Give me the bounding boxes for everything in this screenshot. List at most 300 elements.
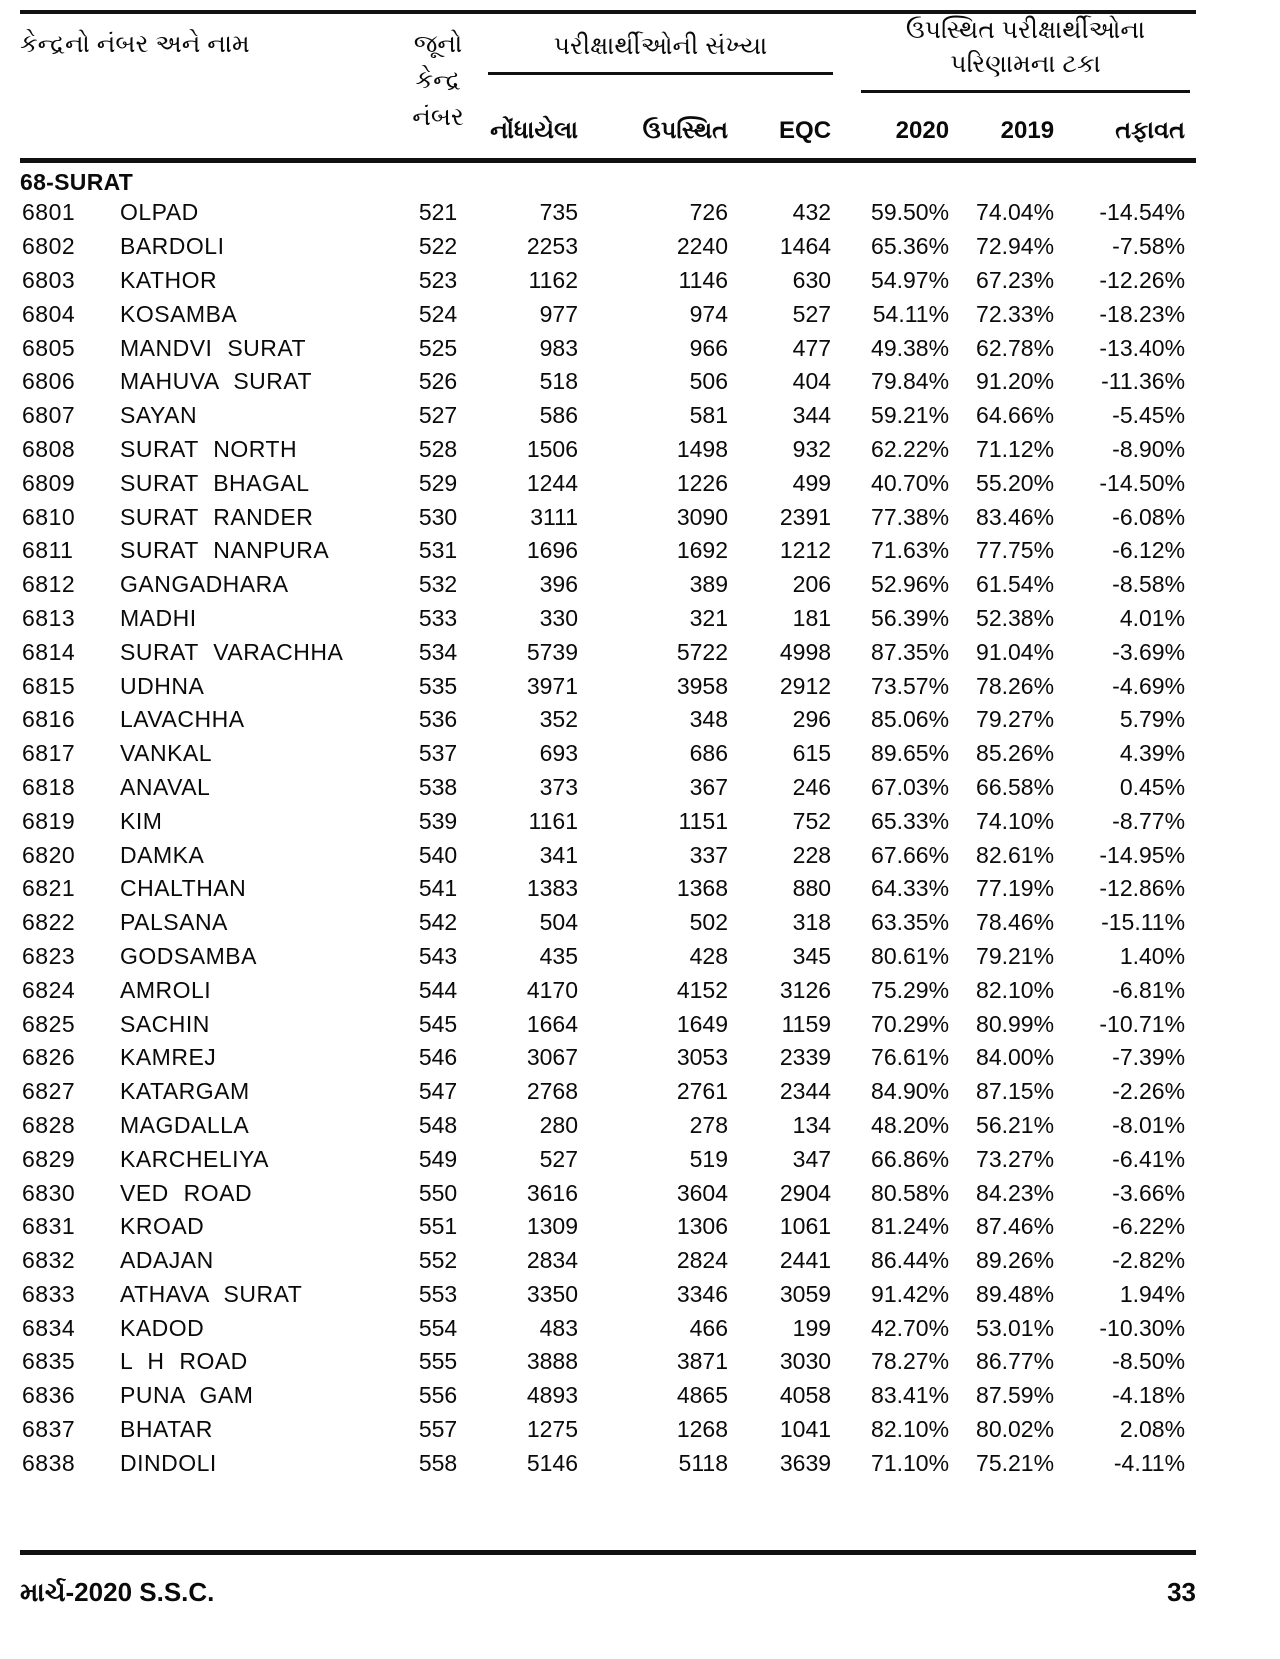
pct-2019: 67.23% [976,266,1055,293]
eqc-count: 246 [792,773,832,800]
center-code: 6801 [22,199,76,226]
old-center-number: 532 [418,571,458,598]
old-center-number: 525 [418,334,458,361]
old-center-number: 548 [418,1111,458,1138]
registered-count: 2834 [526,1247,579,1274]
center-name: SAYAN [120,402,198,429]
pct-2020: 59.50% [871,199,950,226]
table-row [20,940,1196,974]
old-center-number: 557 [418,1416,458,1443]
eqc-count: 318 [792,909,832,936]
footer-exam-label: માર્ચ-2020 S.S.C. [20,1577,215,1608]
pct-2019: 74.10% [976,807,1055,834]
registered-count: 527 [539,1145,579,1172]
table-row [20,737,1196,771]
header-difference: તફાવત [1115,116,1186,144]
present-count: 367 [689,773,729,800]
center-code: 6826 [22,1044,76,1071]
center-name: MANDVI SURAT [120,334,307,361]
eqc-count: 630 [792,266,832,293]
pct-2020: 77.38% [871,503,950,530]
table-row [20,1075,1196,1109]
center-name: GANGADHARA [120,571,289,598]
center-code: 6816 [22,706,76,733]
old-center-number: 555 [418,1348,458,1375]
table-row [20,1278,1196,1312]
eqc-count: 3126 [779,976,832,1003]
pct-difference: -8.58% [1112,571,1186,598]
center-code: 6805 [22,334,76,361]
pct-difference: -6.22% [1112,1213,1186,1240]
center-code: 6833 [22,1280,76,1307]
pct-difference: -10.30% [1099,1314,1186,1341]
pct-difference: 1.40% [1119,942,1186,969]
old-center-number: 533 [418,604,458,631]
pct-2019: 86.77% [976,1348,1055,1375]
pct-difference: -8.90% [1112,435,1186,462]
registered-count: 373 [539,773,579,800]
pct-2020: 75.29% [871,976,950,1003]
table-row [20,602,1196,636]
district-section-title: 68-SURAT [20,168,134,195]
center-code: 6832 [22,1247,76,1274]
center-name: KIM [120,807,163,834]
header-group-result-percent-label: ઉપસ્થિત પરીક્ષાર્થીઓના પરિણામના ટકા [861,14,1190,93]
pct-2020: 67.03% [871,773,950,800]
center-name: AMROLI [120,976,212,1003]
center-name: KADOD [120,1314,205,1341]
pct-difference: -13.40% [1099,334,1186,361]
table-row [20,635,1196,669]
registered-count: 483 [539,1314,579,1341]
old-center-number: 554 [418,1314,458,1341]
old-center-number: 530 [418,503,458,530]
pct-difference: -6.41% [1112,1145,1186,1172]
center-code: 6815 [22,672,76,699]
center-name: SURAT RANDER [120,503,314,530]
registered-count: 3350 [526,1280,579,1307]
pct-2019: 77.75% [976,537,1055,564]
old-center-number: 527 [418,402,458,429]
registered-count: 3111 [530,503,579,530]
pct-difference: 0.45% [1119,773,1186,800]
table-row [20,973,1196,1007]
pct-2019: 78.46% [976,909,1055,936]
pct-2019: 84.00% [976,1044,1055,1071]
present-count: 389 [689,571,729,598]
pct-2020: 84.90% [871,1078,950,1105]
header-eqc: EQC [779,116,832,144]
present-count: 2824 [676,1247,729,1274]
center-name: VANKAL [120,740,213,767]
present-count: 3871 [676,1348,729,1375]
center-code: 6818 [22,773,76,800]
registered-count: 977 [539,300,579,327]
present-count: 5118 [678,1449,729,1476]
center-name: PUNA GAM [120,1382,254,1409]
pct-2019: 91.04% [976,638,1055,665]
old-center-number: 524 [418,300,458,327]
center-code: 6836 [22,1382,76,1409]
pct-2019: 87.46% [976,1213,1055,1240]
present-count: 1146 [678,266,729,293]
pct-difference: -5.45% [1112,402,1186,429]
registered-count: 1309 [526,1213,579,1240]
registered-count: 352 [539,706,579,733]
center-code: 6825 [22,1010,76,1037]
center-name: ATHAVA SURAT [120,1280,303,1307]
center-code: 6811 [22,537,74,564]
pct-2020: 82.10% [871,1416,950,1443]
pct-difference: -7.58% [1112,233,1186,260]
center-code: 6829 [22,1145,76,1172]
center-name: KOSAMBA [120,300,238,327]
center-name: DINDOLI [120,1449,217,1476]
pct-difference: 4.39% [1119,740,1186,767]
eqc-count: 1159 [781,1010,832,1037]
pct-2019: 74.04% [976,199,1055,226]
present-count: 1306 [676,1213,729,1240]
center-name: KAMREJ [120,1044,217,1071]
eqc-count: 3639 [779,1449,832,1476]
pct-2020: 87.35% [871,638,950,665]
center-name: SURAT VARACHHA [120,638,344,665]
present-count: 278 [689,1111,729,1138]
pct-difference: -4.18% [1112,1382,1186,1409]
pct-2019: 82.61% [976,841,1055,868]
center-name: SURAT NANPURA [120,537,330,564]
present-count: 506 [689,368,729,395]
eqc-count: 3030 [779,1348,832,1375]
eqc-count: 4058 [779,1382,832,1409]
center-name: OLPAD [120,199,199,226]
pct-2020: 85.06% [871,706,950,733]
pct-difference: -12.86% [1099,875,1186,902]
pct-2020: 76.61% [871,1044,950,1071]
old-center-number: 551 [418,1213,458,1240]
pct-2020: 52.96% [871,571,950,598]
old-center-number: 558 [418,1449,458,1476]
pct-2020: 89.65% [871,740,950,767]
eqc-count: 1212 [779,537,832,564]
pct-2020: 91.42% [871,1280,950,1307]
eqc-count: 296 [792,706,832,733]
center-name: BARDOLI [120,233,225,260]
center-name: MADHI [120,604,197,631]
present-count: 321 [689,604,729,631]
pct-2020: 73.57% [871,672,950,699]
header-old-center-number: જૂનો કેન્દ્ર નંબર [412,30,464,131]
registered-count: 5739 [526,638,579,665]
pct-2019: 64.66% [976,402,1055,429]
registered-count: 435 [539,942,579,969]
old-center-number: 542 [418,909,458,936]
pct-2019: 91.20% [976,368,1055,395]
eqc-count: 181 [792,604,832,631]
center-code: 6810 [22,503,76,530]
registered-count: 1244 [526,469,579,496]
pct-difference: -6.12% [1112,537,1186,564]
registered-count: 1275 [526,1416,579,1443]
present-count: 348 [689,706,729,733]
pct-2020: 40.70% [871,469,950,496]
pct-2020: 42.70% [871,1314,950,1341]
center-name: KARCHELIYA [120,1145,270,1172]
pct-2019: 72.33% [976,300,1055,327]
registered-count: 735 [539,199,579,226]
pct-2020: 80.61% [871,942,950,969]
table-row [20,1142,1196,1176]
pct-2019: 79.27% [976,706,1055,733]
pct-2020: 63.35% [871,909,950,936]
eqc-count: 134 [792,1111,832,1138]
pct-2019: 56.21% [976,1111,1055,1138]
eqc-count: 1464 [779,233,832,260]
pct-2019: 80.99% [976,1010,1055,1037]
center-code: 6822 [22,909,76,936]
page-number: 33 [1167,1577,1196,1608]
pct-2020: 79.84% [871,368,950,395]
pct-2019: 72.94% [976,233,1055,260]
pct-2020: 71.10% [871,1449,950,1476]
present-count: 2240 [676,233,729,260]
registered-count: 341 [539,841,579,868]
district-section-row [20,160,1196,196]
pct-difference: -14.54% [1099,199,1186,226]
pct-difference: -10.71% [1099,1010,1186,1037]
registered-count: 504 [539,909,579,936]
pct-2020: 56.39% [871,604,950,631]
center-name: SURAT NORTH [120,435,298,462]
eqc-count: 347 [792,1145,832,1172]
center-code: 6834 [22,1314,76,1341]
registered-count: 396 [539,571,579,598]
pct-difference: -6.81% [1112,976,1186,1003]
eqc-count: 880 [792,875,832,902]
center-code: 6830 [22,1179,76,1206]
registered-count: 1383 [526,875,579,902]
present-count: 2761 [676,1078,729,1105]
pct-2020: 65.33% [871,807,950,834]
pct-difference: -18.23% [1099,300,1186,327]
table-row [20,1413,1196,1447]
old-center-number: 535 [418,672,458,699]
table-row [20,1109,1196,1143]
center-code: 6817 [22,740,76,767]
registered-count: 983 [539,334,579,361]
pct-difference: -8.50% [1112,1348,1186,1375]
header-group-result-percent [833,12,1196,104]
present-count: 1226 [676,469,729,496]
old-center-number: 547 [418,1078,458,1105]
pct-difference: -4.11% [1113,1449,1186,1476]
present-count: 337 [689,841,729,868]
eqc-count: 404 [792,368,832,395]
center-code: 6804 [22,300,76,327]
table-row [20,804,1196,838]
eqc-count: 1041 [779,1416,832,1443]
table-row [20,1244,1196,1278]
old-center-number: 540 [418,841,458,868]
eqc-count: 2339 [779,1044,832,1071]
pct-2020: 49.38% [871,334,950,361]
pct-difference: -8.77% [1112,807,1186,834]
eqc-count: 4998 [779,638,832,665]
pct-difference: -14.95% [1099,841,1186,868]
eqc-count: 752 [792,807,832,834]
pct-2020: 83.41% [871,1382,950,1409]
registered-count: 4170 [526,976,579,1003]
pct-2019: 66.58% [976,773,1055,800]
present-count: 3604 [676,1179,729,1206]
pct-2019: 82.10% [976,976,1055,1003]
table-row [20,500,1196,534]
present-count: 3053 [676,1044,729,1071]
pct-2020: 54.97% [871,266,950,293]
present-count: 502 [689,909,729,936]
header-registered: નોંધાયેલા [490,116,579,144]
eqc-count: 228 [792,841,832,868]
present-count: 686 [689,740,729,767]
old-center-number: 553 [418,1280,458,1307]
table-row [20,230,1196,264]
old-center-number: 528 [418,435,458,462]
center-code: 6828 [22,1111,76,1138]
header-present: ઉપસ્થિત [642,116,729,144]
table-row [20,433,1196,467]
old-center-number: 537 [418,740,458,767]
present-count: 5722 [676,638,729,665]
pct-difference: -3.69% [1112,638,1186,665]
table-body [20,160,1196,1480]
pct-difference: -7.39% [1112,1044,1186,1071]
center-name: PALSANA [120,909,228,936]
present-count: 581 [689,402,729,429]
center-code: 6809 [22,469,76,496]
registered-count: 3888 [526,1348,579,1375]
eqc-count: 932 [792,435,832,462]
pct-2020: 59.21% [871,402,950,429]
center-name: LAVACHHA [120,706,245,733]
eqc-count: 2441 [779,1247,832,1274]
table-row [20,703,1196,737]
pct-difference: -8.01% [1112,1111,1186,1138]
table-row [20,365,1196,399]
registered-count: 330 [539,604,579,631]
pct-difference: 5.79% [1119,706,1186,733]
table-row [20,196,1196,230]
pct-2019: 78.26% [976,672,1055,699]
table-row [20,466,1196,500]
present-count: 974 [689,300,729,327]
table-row [20,1311,1196,1345]
old-center-number: 523 [418,266,458,293]
present-count: 726 [689,199,729,226]
registered-count: 518 [539,368,579,395]
old-center-number: 539 [418,807,458,834]
pct-2020: 54.11% [872,300,950,327]
center-name: MAGDALLA [120,1111,250,1138]
pct-2019: 89.48% [976,1280,1055,1307]
pct-2019: 87.15% [976,1078,1055,1105]
header-center-number-name: કેન્દ્રનો નંબર અને નામ [20,30,250,58]
pct-2019: 87.59% [976,1382,1055,1409]
registered-count: 2768 [526,1078,579,1105]
table-row [20,1379,1196,1413]
table-row [20,568,1196,602]
registered-count: 1696 [526,537,579,564]
old-center-number: 534 [418,638,458,665]
pct-2019: 75.21% [976,1449,1055,1476]
center-name: CHALTHAN [120,875,247,902]
pct-2019: 85.26% [976,740,1055,767]
pct-2019: 83.46% [976,503,1055,530]
center-code: 6803 [22,266,76,293]
pct-2019: 80.02% [976,1416,1055,1443]
old-center-number: 526 [418,368,458,395]
pct-2019: 84.23% [976,1179,1055,1206]
present-count: 966 [689,334,729,361]
registered-count: 5146 [526,1449,579,1476]
center-name: ADAJAN [120,1247,214,1274]
present-count: 3346 [676,1280,729,1307]
center-name: SURAT BHAGAL [120,469,310,496]
old-center-number: 556 [418,1382,458,1409]
center-code: 6814 [22,638,76,665]
table-row [20,399,1196,433]
table-row [20,1007,1196,1041]
table-row [20,1210,1196,1244]
center-name: KROAD [120,1213,205,1240]
center-code: 6835 [22,1348,76,1375]
registered-count: 3067 [526,1044,579,1071]
center-code: 6812 [22,571,76,598]
center-name: VED ROAD [120,1179,253,1206]
registered-count: 4893 [526,1382,579,1409]
eqc-count: 2391 [779,503,832,530]
center-code: 6819 [22,807,76,834]
present-count: 1649 [676,1010,729,1037]
table-row [20,838,1196,872]
pct-2020: 80.58% [871,1179,950,1206]
old-center-number: 522 [418,233,458,260]
present-count: 1692 [676,537,729,564]
pct-difference: -11.36% [1101,368,1186,395]
pct-difference: -2.26% [1112,1078,1186,1105]
pct-difference: -12.26% [1099,266,1186,293]
center-code: 6802 [22,233,76,260]
registered-count: 280 [539,1111,579,1138]
pct-2019: 52.38% [976,604,1055,631]
old-center-number: 550 [418,1179,458,1206]
pct-2020: 66.86% [871,1145,950,1172]
center-code: 6807 [22,402,76,429]
eqc-count: 2904 [779,1179,832,1206]
eqc-count: 344 [792,402,832,429]
pct-2019: 62.78% [976,334,1055,361]
old-center-number: 552 [418,1247,458,1274]
pct-2020: 62.22% [871,435,950,462]
pct-2019: 79.21% [976,942,1055,969]
eqc-count: 3059 [779,1280,832,1307]
old-center-number: 544 [418,976,458,1003]
eqc-count: 477 [792,334,832,361]
pct-difference: 4.01% [1119,604,1186,631]
center-code: 6820 [22,841,76,868]
old-center-number: 536 [418,706,458,733]
pct-2020: 81.24% [871,1213,950,1240]
center-code: 6808 [22,435,76,462]
